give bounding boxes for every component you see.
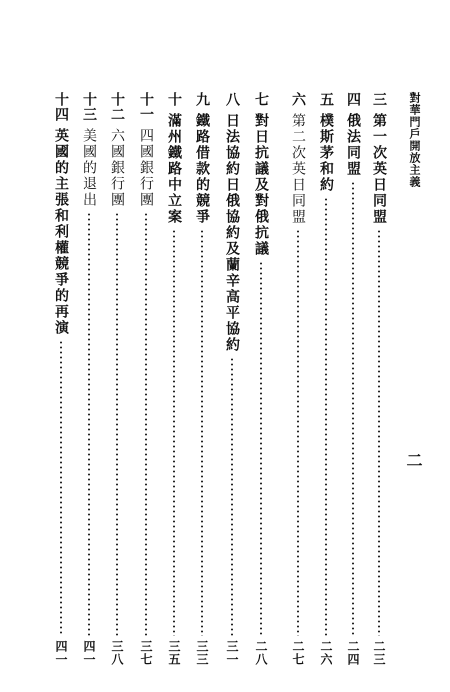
- toc-entry-page: 四一: [82, 640, 96, 666]
- toc-entry-title: 樸斯茅和約: [318, 113, 334, 193]
- toc-entry: [50, 92, 72, 666]
- toc-entry: [315, 92, 337, 666]
- toc-entry: [342, 92, 364, 666]
- toc-entry-title: 美國的退出: [81, 128, 97, 208]
- toc-entry-title: 四國銀行團: [138, 128, 154, 208]
- dot-leader: [88, 212, 90, 636]
- toc-entry-page: 二四: [346, 640, 360, 666]
- toc-entry-number: 十一: [138, 92, 154, 122]
- toc-entry-page: 四一: [54, 640, 68, 666]
- toc-entry-page: 三七: [139, 640, 153, 666]
- toc-entry-title: 俄法同盟: [345, 113, 361, 177]
- dot-leader: [116, 212, 118, 636]
- toc-entry-number: 三: [371, 92, 387, 107]
- toc-entry-page: 三一: [225, 640, 239, 666]
- dot-leader: [297, 229, 299, 636]
- toc-entry: [221, 92, 243, 666]
- toc-entry-page: 二三: [372, 640, 386, 666]
- toc-entry-page: 二七: [291, 640, 305, 666]
- dot-leader: [325, 197, 327, 636]
- toc-entry-title: 對日抗議及對俄抗議: [253, 113, 269, 257]
- toc-entry-number: 十: [166, 92, 182, 107]
- toc-entry-number: 五: [318, 92, 334, 107]
- toc-entry-number: 十三: [81, 92, 97, 122]
- toc-entry-page: 二八: [254, 640, 268, 666]
- dot-leader: [260, 261, 262, 636]
- toc-entry-number: 十四: [53, 92, 69, 122]
- toc-entry: [78, 92, 100, 666]
- toc-entry: [163, 92, 185, 666]
- toc-entry-number: 九: [194, 92, 210, 107]
- toc-entry-page: 三八: [110, 640, 124, 666]
- dot-leader: [145, 212, 147, 636]
- toc-entry-title: 六國銀行團: [109, 128, 125, 208]
- toc-entry-page: 二六: [319, 640, 333, 666]
- toc-entry-title: 日法協約日俄協約及蘭辛高平協約: [224, 113, 240, 353]
- toc-entry-title: 滿州鐵路中立案: [166, 113, 182, 225]
- toc-entry-title: 第一次英日同盟: [371, 113, 387, 225]
- toc-entry: [368, 92, 390, 666]
- toc-entry-number: 六: [290, 92, 306, 107]
- toc-entry: [250, 92, 272, 666]
- toc-entry-number: 四: [345, 92, 361, 107]
- toc-entry: [287, 92, 309, 666]
- dot-leader: [201, 229, 203, 636]
- toc-entry-page: 三三: [195, 640, 209, 666]
- toc-entry-number: 十二: [109, 92, 125, 122]
- toc-entry-number: 八: [224, 92, 240, 107]
- toc-entry-number: 七: [253, 92, 269, 107]
- dot-leader: [173, 229, 175, 636]
- running-title: 對華門戶開放主義: [408, 92, 421, 188]
- toc-entry: [135, 92, 157, 666]
- toc-entry-title: 英國的主張和利權競爭的再演: [53, 128, 69, 336]
- dot-leader: [378, 229, 380, 636]
- toc-entry-title: 第二次英日同盟: [290, 113, 306, 225]
- toc-entry-page: 三五: [167, 640, 181, 666]
- dot-leader: [231, 357, 233, 636]
- dot-leader: [352, 181, 354, 636]
- toc-entry: [191, 92, 213, 666]
- page-number: 二: [404, 452, 423, 468]
- toc-entry: [106, 92, 128, 666]
- dot-leader: [60, 340, 62, 636]
- toc-entry-title: 鐵路借款的競爭: [194, 113, 210, 225]
